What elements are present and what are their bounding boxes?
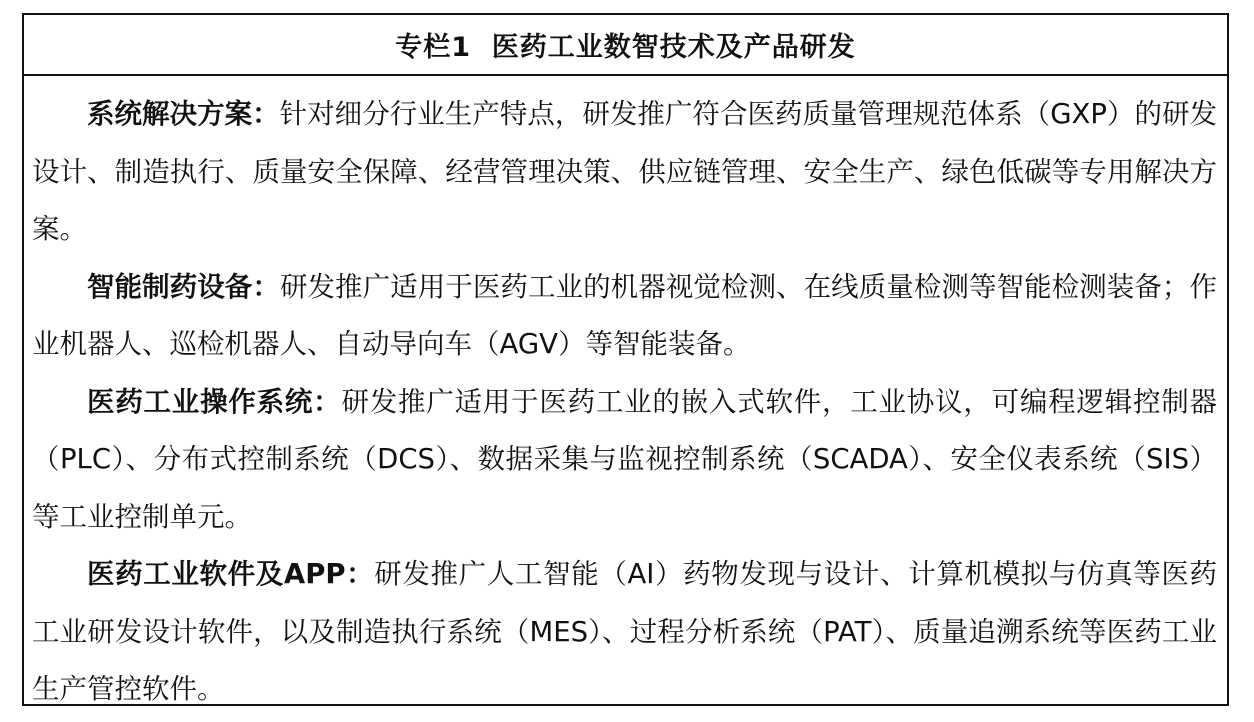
column-body xyxy=(24,76,1227,719)
section-system-solutions xyxy=(32,86,1217,259)
section-heading: 智能制药设备： xyxy=(87,270,280,303)
section-text: 研发推广适用于医药工业的嵌入式软件，工业协议，可编程逻辑控制器（PLC）、分布式控制系统（DCS）、数据采集与监视控制系统（SCADA）、安全仪表系统（SIS）等工业控制单元。 xyxy=(32,385,1218,533)
section-text: 研发推广人工智能（AI）药物发现与设计、计算机模拟与仿真等医药工业研发设计软件，以及制造执行系统（MES）、过程分析系统（PAT）、质量追溯系统等医药工业生产管控软件。 xyxy=(32,558,1218,705)
section-smart-pharma-equipment xyxy=(32,259,1217,374)
column-box xyxy=(22,13,1229,706)
section-heading: 医药工业软件及APP： xyxy=(87,558,375,590)
column-title: 专栏1 医药工业数智技术及产品研发 xyxy=(24,15,1227,76)
section-heading: 系统解决方案： xyxy=(87,98,280,130)
section-text: 研发推广适用于医药工业的机器视觉检测、在线质量检测等智能检测装备；作业机器人、巡检机器人、自动导向车（AGV）等智能装备。 xyxy=(32,270,1217,360)
section-text: 针对细分行业生产特点，研发推广符合医药质量管理规范体系（GXP）的研发设计、制造执行、质量安全保障、经营管理决策、供应链管理、安全生产、绿色低碳等专用解决方案。 xyxy=(32,98,1217,245)
section-heading: 医药工业操作系统： xyxy=(87,385,342,418)
section-operating-systems xyxy=(32,374,1217,547)
section-software-and-apps xyxy=(32,546,1217,719)
